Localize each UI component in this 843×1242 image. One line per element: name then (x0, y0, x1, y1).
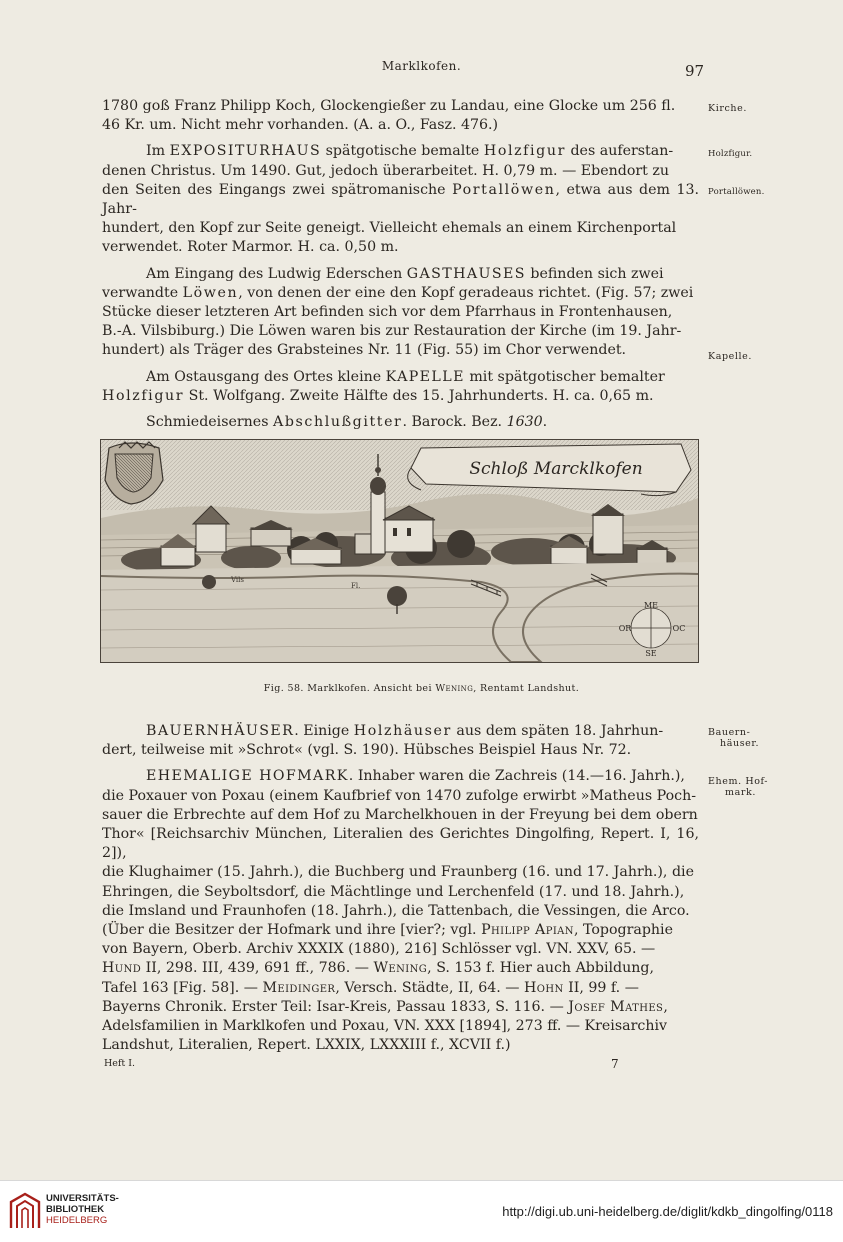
figure-caption: Fig. 58. Marklkofen. Ansicht bei Wening, Rentamt Landshut. (263, 683, 580, 694)
library-footer-bar (0, 1180, 843, 1242)
engraving-illustration (101, 440, 698, 662)
margin-note-kapelle: Kapelle. (708, 351, 752, 362)
engraving-title: Schloß Marcklkofen (469, 459, 643, 479)
compass-east: OC (672, 624, 686, 633)
footer-signature: 7 (611, 1057, 619, 1071)
margin-note-bauernhaeuser: Bauern- häuser. (708, 727, 760, 749)
text-block-upper (102, 97, 699, 432)
compass-rose-icon (631, 608, 671, 648)
paragraph-glocke: 1780 goß Franz Philipp Koch, Glockengießer zu Landau, eine Glocke um 256 fl. 46 Kr. um. Nicht mehr vorhanden. (A. a. O., Fasz. 476.) (102, 98, 676, 134)
margin-note-kirche: Kirche. (708, 103, 747, 114)
running-title: Marklkofen. (381, 59, 462, 73)
university-library-logo-icon (9, 1192, 41, 1235)
compass-north: ME (643, 601, 659, 610)
library-name: UNIVERSITÄTS- BIBLIOTHEK HEIDELBERG (46, 1193, 119, 1226)
river-label-vils: Vils (231, 576, 245, 584)
paragraph-hofmark: EHEMALIGE HOFMARK. Inhaber waren die Zachreis (14.—16. Jahrh.), die Poxauer von Poxau (einem Kaufbrief von 1470 zufolge erwirbt »Matheus Poch- sauer die Erbrechte auf dem Hof zu Marchelkhouen in der Freyung bei dem obern Thor« [Reichsarchiv München, Literalien des Gerichtes Dingolfing, Repert. I, 16, 2]), die Klughaimer (15. Jahrh.), die Buchberg und Fraunberg (16. und 17. Jahrh.), die Ehringen, die Seyboltsdorf, die Mächtlinge und Lerchenfeld (17. und 18. Jahrh.), die Imsland und Fraunhofen (18. Jahrh.), die Tattenbach, die Vessingen, die Arco. (Über die Besitzer der Hofmark und ihre [vier?; vgl. Philipp Apian, Topographie von Bayern, Oberb. Archiv XXXIX (1880), 216] Schlösser vgl. VN. XXV, 65. — Hund II, 298. III, 439, 691 ff., 786. — Wening, S. 153 f. Hier auch Abbildung, Tafel 163 [Fig. 58]. — Meidinger, Versch. Städte, II, 64. — Hohn II, 99 f. — Bayerns Chronik. Erster Teil: Isar-Kreis, Passau 1833, S. 116. — Josef Mathes, Adelsfamilien in Marklkofen und Poxau, VN. XXX [1894], 273 ff. — Kreisarchiv Landshut, Literalien, Repert. LXXIX, LXXXIII f., XCVII f.) (102, 768, 699, 1054)
compass-south: SE (645, 649, 657, 658)
margin-note-holzfigur: Holzfigur. (708, 149, 753, 159)
footer-heft: Heft I. (104, 1058, 136, 1069)
permalink-url[interactable]: http://digi.ub.uni-heidelberg.de/diglit/kdkb_dingolfing/0118 (502, 1204, 833, 1219)
paragraph-gasthaus: Am Eingang des Ludwig Ederschen GASTHAUSES befinden sich zwei verwandte Löwen, von denen der eine den Kopf geradeaus richtet. (Fig. 57; zwei Stücke dieser letzteren Art befinden sich vor dem Pfarrhaus in Frontenhausen, B.-A. Vilsbiburg.) Die Löwen waren bis zur Restauration der Kirche (im 19. Jahr- hundert) als Träger des Grabsteines Nr. 11 (Fig. 55) im Chor verwendet. (102, 265, 694, 359)
paragraph-expositurhaus: Im EXPOSITURHAUS spätgotische bemalte Holzfigur des auferstan- denen Christus. Um 1490. Gut, jedoch überarbeitet. H. 0,79 m. — Ebendort zu den Seiten des Eingangs zwei spätromanische Portallöwen, etwa aus dem 13. Jahr- hundert, den Kopf zur Seite geneigt. Vielleicht ehemals an einem Kirchenportal verwendet. Roter Marmor. H. ca. 0,50 m. (102, 143, 700, 256)
paragraph-abschlussgitter: Schmiedeisernes Abschlußgitter. Barock. Bez. 1630. (146, 414, 548, 431)
river-label-fl: Fl. (351, 582, 361, 590)
paragraph-kapelle: Am Ostausgang des Ortes kleine KAPELLE mit spätgotischer bemalter Holzfigur St. Wolfgang. Zweite Hälfte des 15. Jahrhunderts. H. ca. 0,65 m. (102, 368, 665, 404)
figure-58-engraving (100, 439, 699, 663)
paragraph-bauernhaeuser: BAUERNHÄUSER. Einige Holzhäuser aus dem späten 18. Jahrhun- dert, teilweise mit »Schrot« (vgl. S. 190). Hübsches Beispiel Haus Nr. 72. (102, 723, 664, 759)
margin-note-portalloewen: Portallöwen. (708, 187, 765, 197)
margin-note-hofmark: Ehem. Hof- mark. (708, 776, 769, 798)
text-block-lower (102, 722, 699, 1055)
compass-west: OR (618, 624, 632, 633)
page-number: 97 (685, 62, 705, 80)
